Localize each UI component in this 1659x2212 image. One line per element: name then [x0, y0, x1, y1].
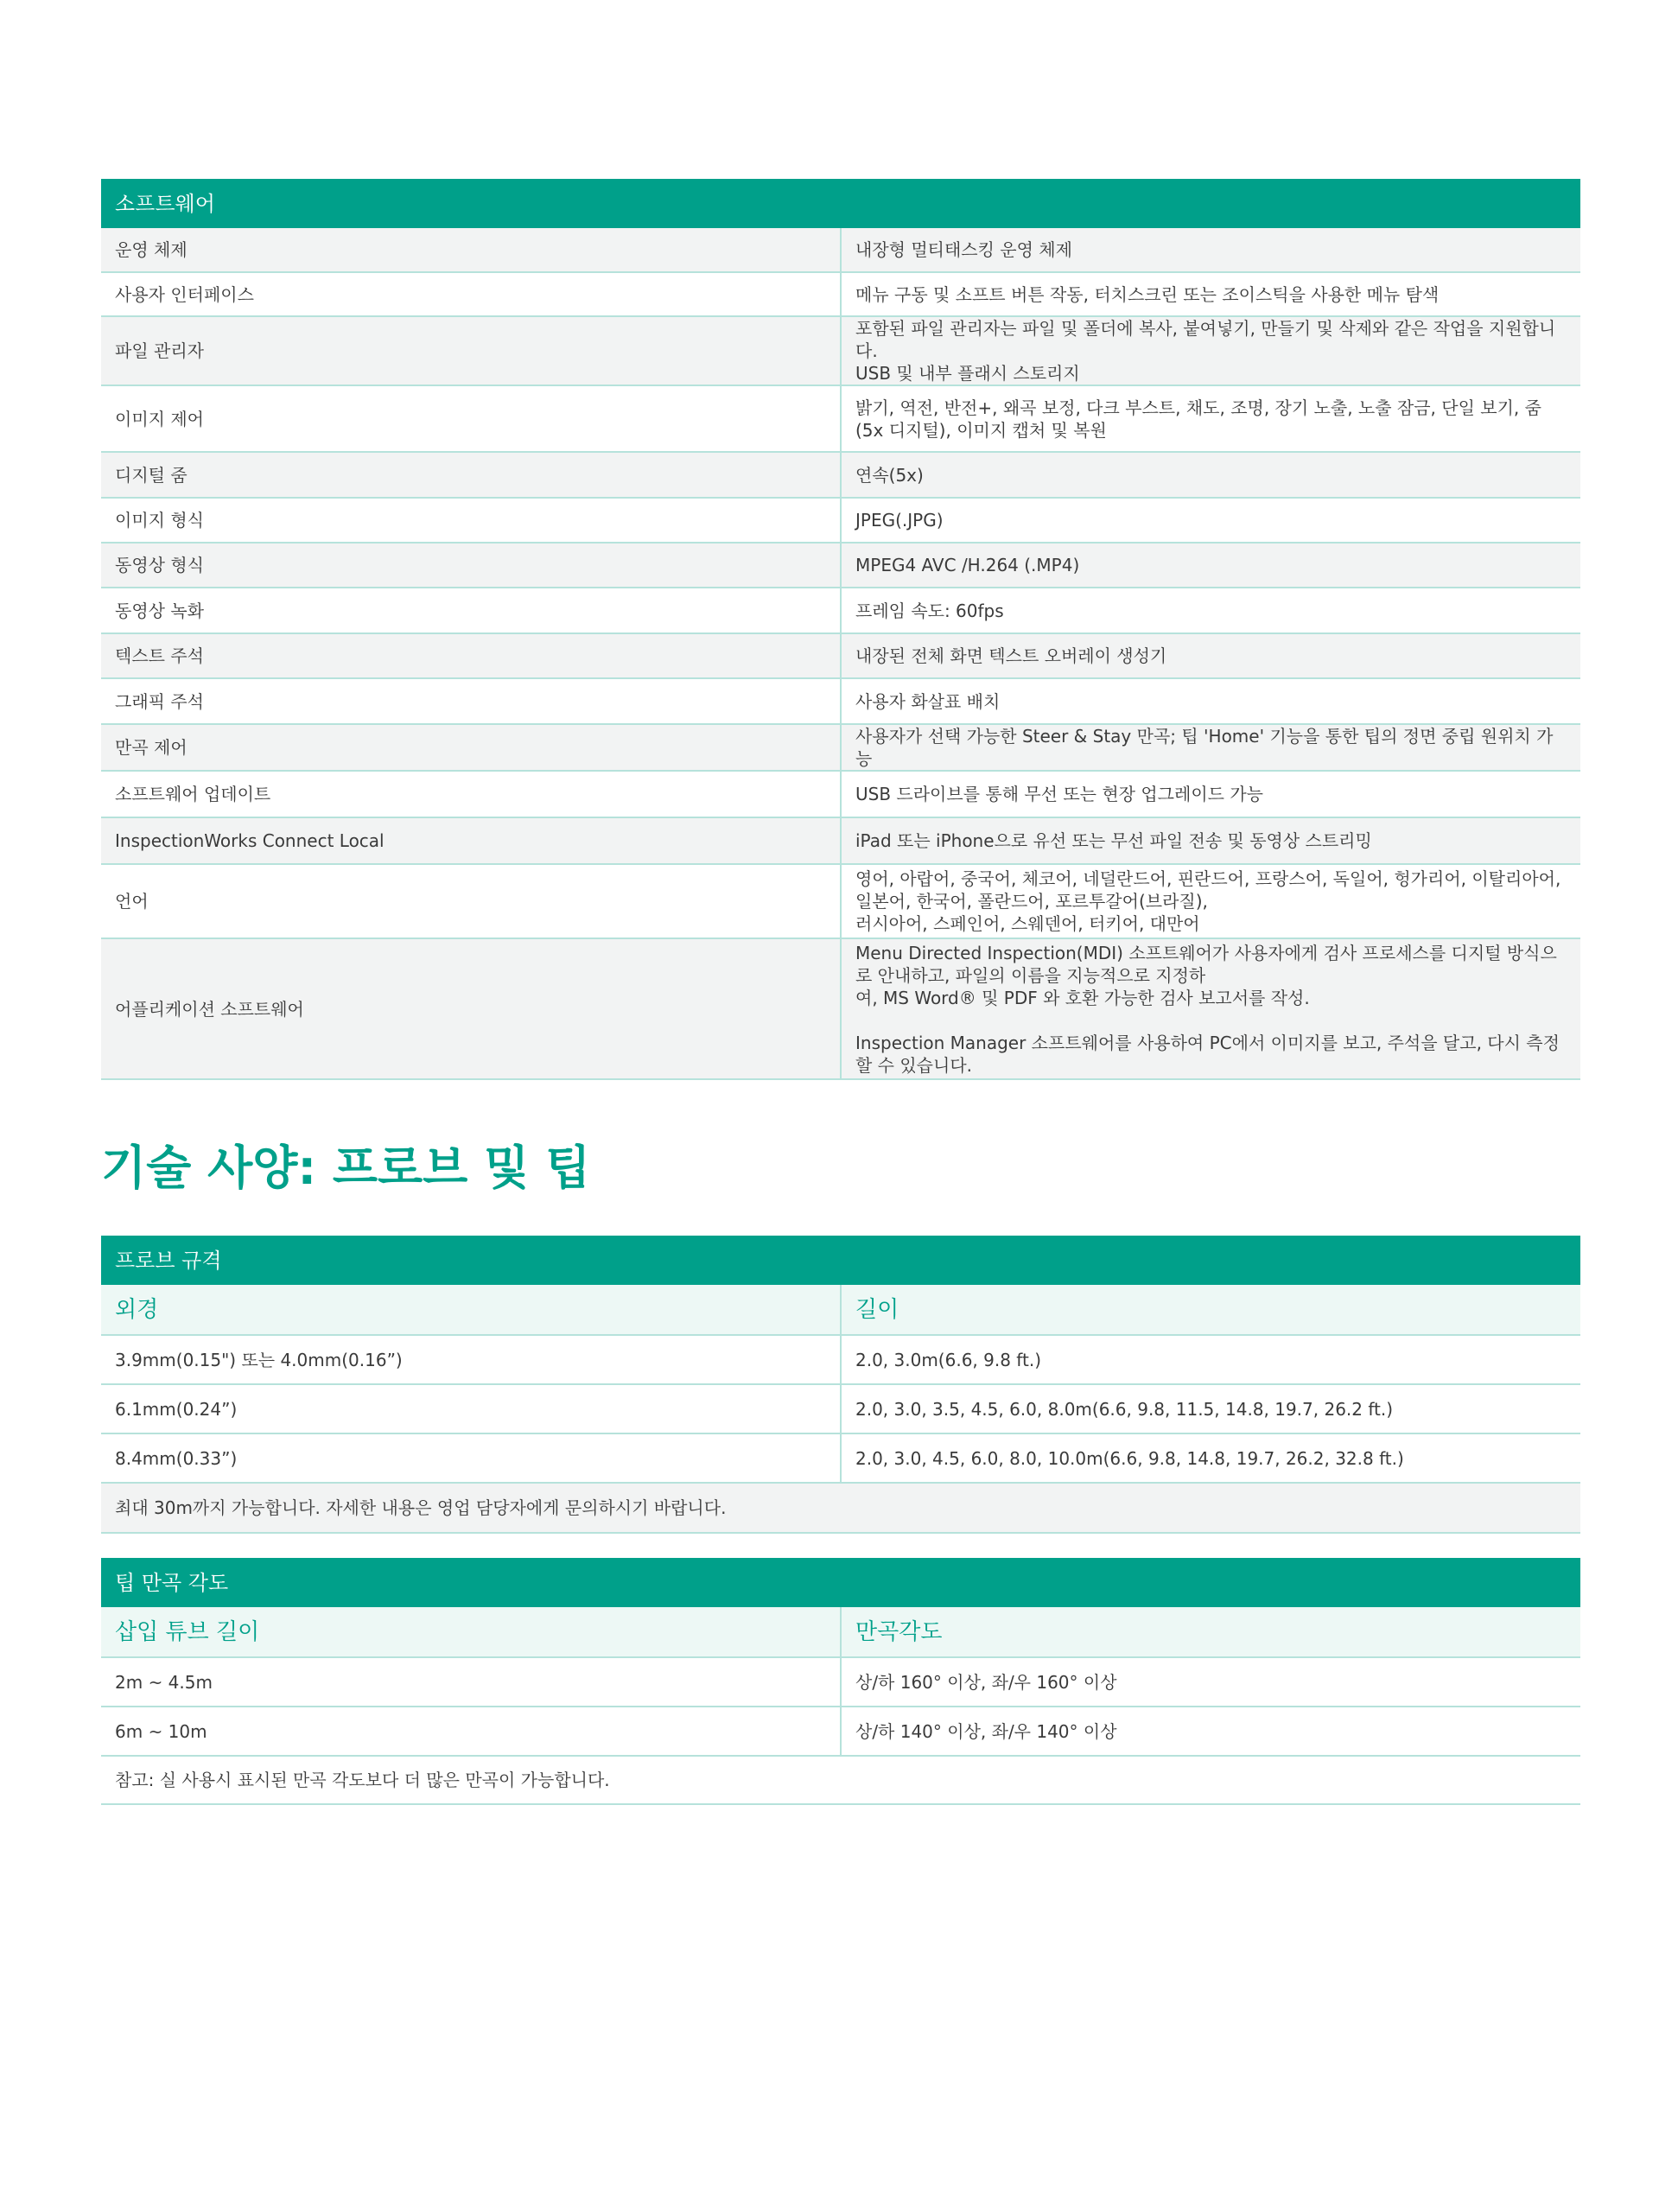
probe-column-headers: [101, 1285, 1580, 1335]
section-title: 기술 사양: 프로브 및 팁: [101, 1141, 591, 1195]
row-label: InspectionWorks Connect Local: [101, 817, 841, 864]
row-label: 소프트웨어 업데이트: [101, 771, 841, 817]
row-label: 텍스트 주석: [101, 633, 841, 678]
table-row: [101, 1707, 1580, 1756]
table-row: [101, 938, 1580, 1079]
length: 2.0, 3.0, 4.5, 6.0, 8.0, 10.0m(6.6, 9.8, 14.8, 19.7, 26.2, 32.8 ft.): [841, 1433, 1580, 1483]
row-value: 내장된 전체 화면 텍스트 오버레이 생성기: [841, 633, 1580, 678]
table-row: [101, 817, 1580, 864]
row-label: 사용자 인터페이스: [101, 272, 841, 316]
tip-angle-table: [101, 1558, 1580, 1805]
outer-diameter: 6.1mm(0.24”): [101, 1384, 841, 1433]
row-value: JPEG(.JPG): [841, 498, 1580, 543]
tip-column-headers: [101, 1607, 1580, 1657]
probe-header: 프로브 규격: [101, 1236, 1580, 1285]
articulation-angle: 상/하 160° 이상, 좌/우 160° 이상: [841, 1657, 1580, 1707]
row-label: 디지털 줌: [101, 452, 841, 498]
software-header: 소프트웨어: [101, 179, 1580, 228]
tip-header: 팁 만곡 각도: [101, 1558, 1580, 1607]
row-value: 밝기, 역전, 반전+, 왜곡 보정, 다크 부스트, 채도, 조명, 장기 노출, 노출 잠금, 단일 보기, 줌(5x 디지털), 이미지 캡처 및 복원: [841, 385, 1580, 452]
table-row: [101, 316, 1580, 385]
col-outer-diameter: 외경: [101, 1285, 841, 1335]
spec-sheet-page: [101, 179, 1580, 1805]
row-value: 포함된 파일 관리자는 파일 및 폴더에 복사, 붙여넣기, 만들기 및 삭제와 같은 작업을 지원합니다. USB 및 내부 플래시 스토리지: [841, 316, 1580, 385]
table-row: [101, 1335, 1580, 1384]
tip-note-row: [101, 1756, 1580, 1804]
row-label: 이미지 제어: [101, 385, 841, 452]
outer-diameter: 8.4mm(0.33”): [101, 1433, 841, 1483]
row-value: iPad 또는 iPhone으로 유선 또는 무선 파일 전송 및 동영상 스트리밍: [841, 817, 1580, 864]
row-label: 파일 관리자: [101, 316, 841, 385]
row-value: MPEG4 AVC /H.264 (.MP4): [841, 543, 1580, 588]
table-row: [101, 724, 1580, 771]
outer-diameter: 3.9mm(0.15") 또는 4.0mm(0.16”): [101, 1335, 841, 1384]
row-value: 영어, 아랍어, 중국어, 체코어, 네덜란드어, 핀란드어, 프랑스어, 독일어, 헝가리어, 이탈리아어, 일본어, 한국어, 폴란드어, 포르투갈어(브라질), 러시아어, 스페인어, 스웨덴어, 터키어, 대만어: [841, 864, 1580, 938]
row-value: 프레임 속도: 60fps: [841, 588, 1580, 633]
row-label: 그래픽 주석: [101, 678, 841, 724]
table-row: [101, 385, 1580, 452]
row-label: 동영상 형식: [101, 543, 841, 588]
row-value: 사용자 화살표 배치: [841, 678, 1580, 724]
table-row: [101, 1657, 1580, 1707]
probe-spec-table: [101, 1236, 1580, 1534]
row-label: 동영상 녹화: [101, 588, 841, 633]
row-value: 내장형 멀티태스킹 운영 체제: [841, 228, 1580, 272]
row-value: 사용자가 선택 가능한 Steer & Stay 만곡; 팁 'Home' 기능을 통한 팁의 정면 중립 원위치 가능: [841, 724, 1580, 771]
probe-note: 최대 30m까지 가능합니다. 자세한 내용은 영업 담당자에게 문의하시기 바랍니다.: [101, 1483, 1580, 1533]
row-value: 메뉴 구동 및 소프트 버튼 작동, 터치스크린 또는 조이스틱을 사용한 메뉴 탐색: [841, 272, 1580, 316]
row-value: 연속(5x): [841, 452, 1580, 498]
table-row: [101, 633, 1580, 678]
insertion-length: 2m ~ 4.5m: [101, 1657, 841, 1707]
table-row: [101, 864, 1580, 938]
table-row: [101, 1433, 1580, 1483]
table-row: [101, 228, 1580, 272]
col-articulation: 만곡각도: [841, 1607, 1580, 1657]
table-row: [101, 498, 1580, 543]
length: 2.0, 3.0, 3.5, 4.5, 6.0, 8.0m(6.6, 9.8, 11.5, 14.8, 19.7, 26.2 ft.): [841, 1384, 1580, 1433]
row-value: Menu Directed Inspection(MDI) 소프트웨어가 사용자에게 검사 프로세스를 디지털 방식으로 안내하고, 파일의 이름을 지능적으로 지정하 여, MS Word® 및 PDF 와 호환 가능한 검사 보고서를 작성. Inspection Manager 소프트웨어를 사용하여 PC에서 이미지를 보고, 주석을 달고, 다시 측정할 수 있습니다.: [841, 938, 1580, 1079]
col-insertion-length: 삽입 튜브 길이: [101, 1607, 841, 1657]
row-label: 운영 체제: [101, 228, 841, 272]
row-value: USB 드라이브를 통해 무선 또는 현장 업그레이드 가능: [841, 771, 1580, 817]
row-label: 어플리케이션 소프트웨어: [101, 938, 841, 1079]
row-label: 언어: [101, 864, 841, 938]
table-row: [101, 452, 1580, 498]
table-row: [101, 543, 1580, 588]
table-row: [101, 678, 1580, 724]
length: 2.0, 3.0m(6.6, 9.8 ft.): [841, 1335, 1580, 1384]
row-label: 만곡 제어: [101, 724, 841, 771]
tip-note: 참고: 실 사용시 표시된 만곡 각도보다 더 많은 만곡이 가능합니다.: [101, 1756, 1580, 1804]
table-row: [101, 588, 1580, 633]
row-label: 이미지 형식: [101, 498, 841, 543]
table-row: [101, 272, 1580, 316]
articulation-angle: 상/하 140° 이상, 좌/우 140° 이상: [841, 1707, 1580, 1756]
software-table: [101, 179, 1580, 1080]
probe-note-row: [101, 1483, 1580, 1533]
table-row: [101, 771, 1580, 817]
table-row: [101, 1384, 1580, 1433]
col-length: 길이: [841, 1285, 1580, 1335]
insertion-length: 6m ~ 10m: [101, 1707, 841, 1756]
